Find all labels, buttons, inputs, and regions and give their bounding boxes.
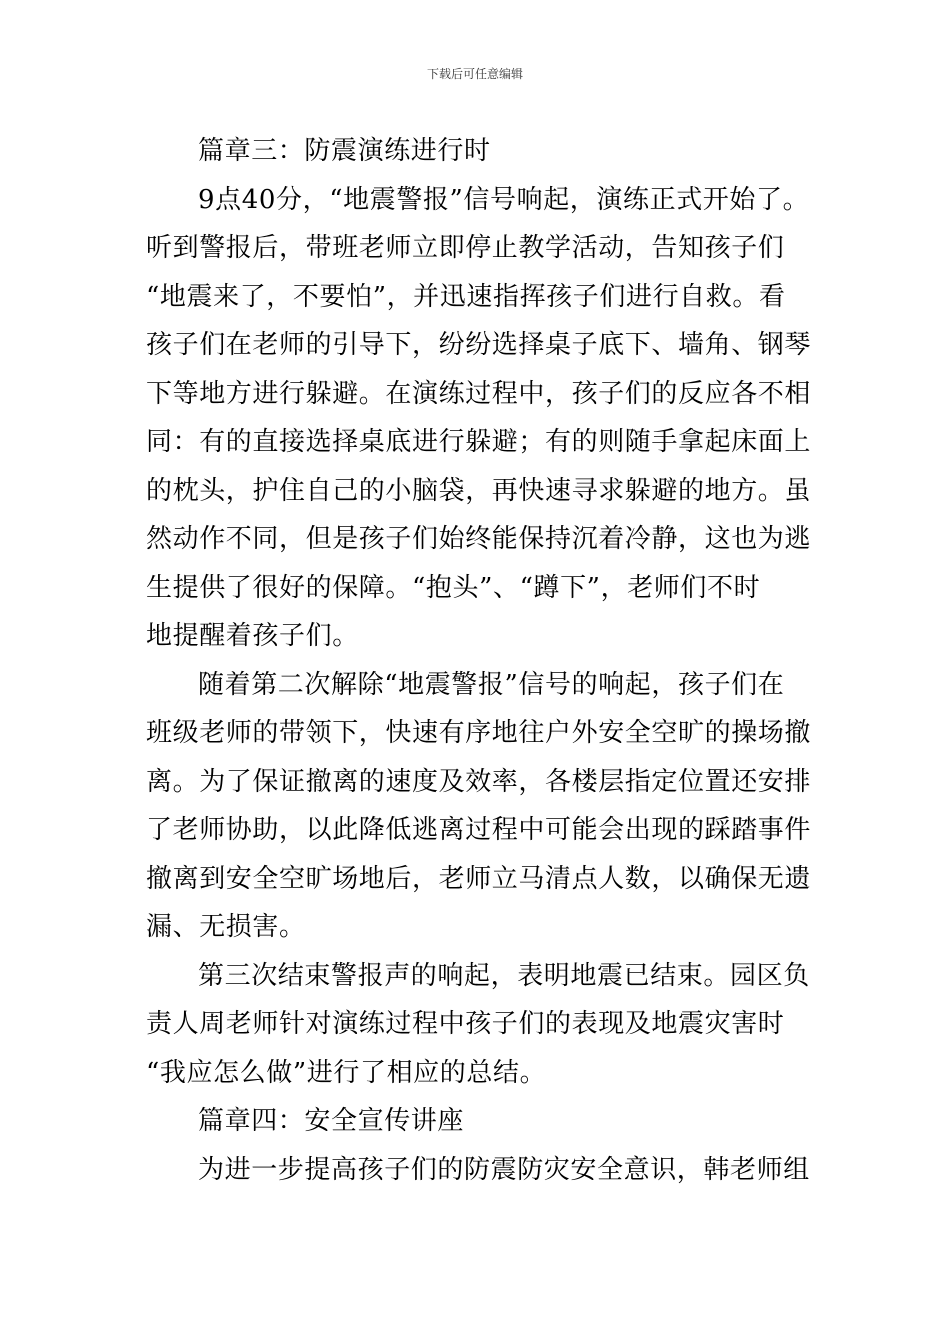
section-heading: 篇章四：安全宣传讲座	[198, 1106, 465, 1136]
paragraph-line: 孩子们在老师的引导下，纷纷选择桌子底下、墙角、钢琴	[146, 330, 812, 360]
paragraph-line: 为进一步提高孩子们的防震防灾安全意识，韩老师组	[198, 1154, 810, 1185]
paragraph-line: 漏、无损害。	[146, 912, 306, 942]
paragraph-line: 责人周老师针对演练过程中孩子们的表现及地震灾害时	[146, 1009, 785, 1039]
paragraph-line: 9点40分，“地震警报”信号响起，演练正式开始了。	[198, 184, 810, 215]
paragraph-line: 然动作不同，但是孩子们始终能保持沉着冷静，这也为逃	[146, 524, 812, 554]
paragraph-line: 的枕头，护住自己的小脑袋，再快速寻求躲避的地方。虽	[146, 475, 812, 506]
paragraph-line: 班级老师的带领下，快速有序地往户外安全空旷的操场撤	[146, 718, 812, 748]
paragraph-line: 地提醒着孩子们。	[146, 621, 359, 651]
paragraph-line: 下等地方进行躲避。在演练过程中，孩子们的反应各不相	[146, 378, 812, 409]
paragraph-line: 生提供了很好的保障。“抱头”、“蹲下”，老师们不时	[146, 572, 761, 603]
section-heading: 篇章三：防震演练进行时	[198, 136, 491, 166]
paragraph-line: 同：有的直接选择桌底进行躲避；有的则随手拿起床面上	[146, 427, 812, 457]
paragraph-line: 听到警报后，带班老师立即停止教学活动，告知孩子们	[146, 233, 785, 263]
paragraph-line: 第三次结束警报声的响起，表明地震已结束。园区负	[198, 960, 810, 991]
paragraph-line: 了老师协助，以此降低逃离过程中可能会出现的踩踏事件	[146, 815, 812, 845]
page-header-note: 下载后可任意编辑	[426, 67, 523, 81]
paragraph-line: “我应怎么做”进行了相应的总结。	[146, 1057, 547, 1088]
paragraph-line: 撤离到安全空旷场地后，老师立马清点人数，以确保无遗	[146, 863, 812, 894]
paragraph-line: 离。为了保证撤离的速度及效率，各楼层指定位置还安排	[146, 766, 812, 797]
paragraph-line: 随着第二次解除“地震警报”信号的响起，孩子们在	[198, 669, 785, 700]
document-body	[146, 127, 826, 1194]
paragraph-line: “地震来了，不要怕”，并迅速指挥孩子们进行自救。看	[146, 281, 786, 312]
